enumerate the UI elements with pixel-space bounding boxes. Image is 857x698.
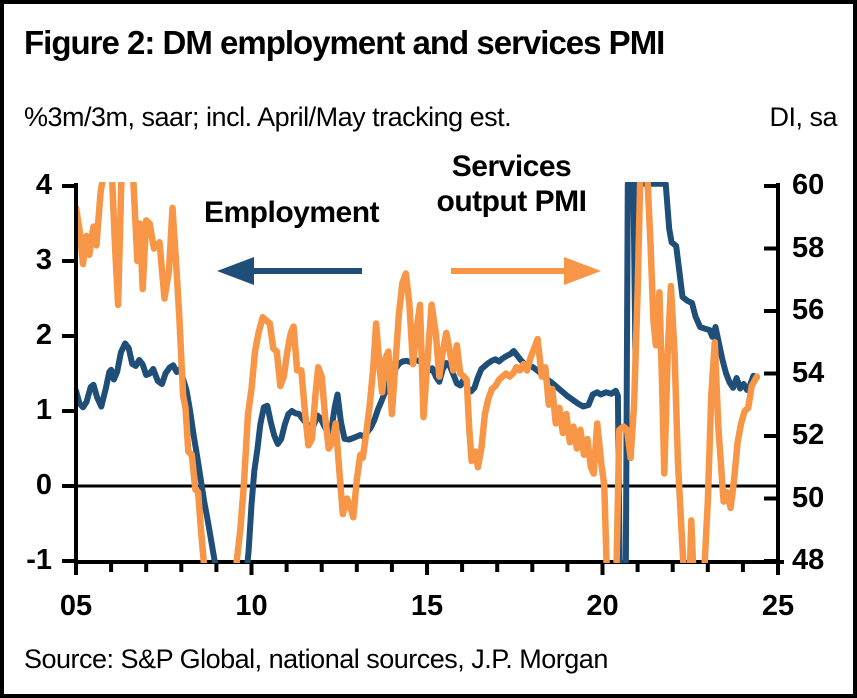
right-axis-tick-label: 58 (792, 231, 825, 264)
right-axis-tick-label: 52 (792, 419, 825, 451)
services-right-arrow-head (564, 257, 601, 285)
x-axis-tick-label: 10 (235, 590, 268, 622)
employment-left-arrow-head (217, 257, 254, 285)
legend-employment-label (174, 196, 409, 231)
x-axis-tick-label: 25 (761, 590, 795, 622)
legend-services-text-line2: output PMI (436, 184, 587, 218)
right-axis-tick-label: 48 (792, 544, 825, 576)
left-axis-units-label: %3m/3m, saar; incl. April/May tracking est. (24, 102, 512, 132)
right-axis-tick-label: 56 (792, 294, 825, 326)
left-axis-tick-label: -1 (26, 544, 52, 576)
figure-title: Figure 2: DM employment and services PMI (24, 24, 665, 61)
legend-services-text-line1: Services (451, 150, 572, 183)
x-axis-tick-label: 15 (410, 590, 444, 622)
source-note: Source: S&P Global, national sources, J.P. Morgan (24, 644, 608, 674)
left-axis-tick-label: 2 (35, 319, 52, 351)
left-axis-tick-label: 4 (35, 169, 52, 201)
left-axis-tick-label: 0 (35, 469, 52, 501)
left-axis-tick-label: 3 (35, 244, 52, 276)
legend-employment-text: Employment (203, 196, 380, 229)
right-axis-tick-label: 50 (792, 481, 825, 514)
right-axis-tick-label: 54 (792, 356, 825, 389)
x-axis-tick-label: 20 (586, 590, 619, 622)
legend-services-label (404, 150, 619, 219)
x-axis-tick-label: 05 (59, 590, 93, 622)
services-pmi-line (76, 172, 757, 596)
right-axis-tick-label: 60 (792, 169, 825, 201)
right-axis-units-label: DI, sa (769, 102, 837, 132)
left-axis-tick-label: 1 (35, 394, 52, 426)
